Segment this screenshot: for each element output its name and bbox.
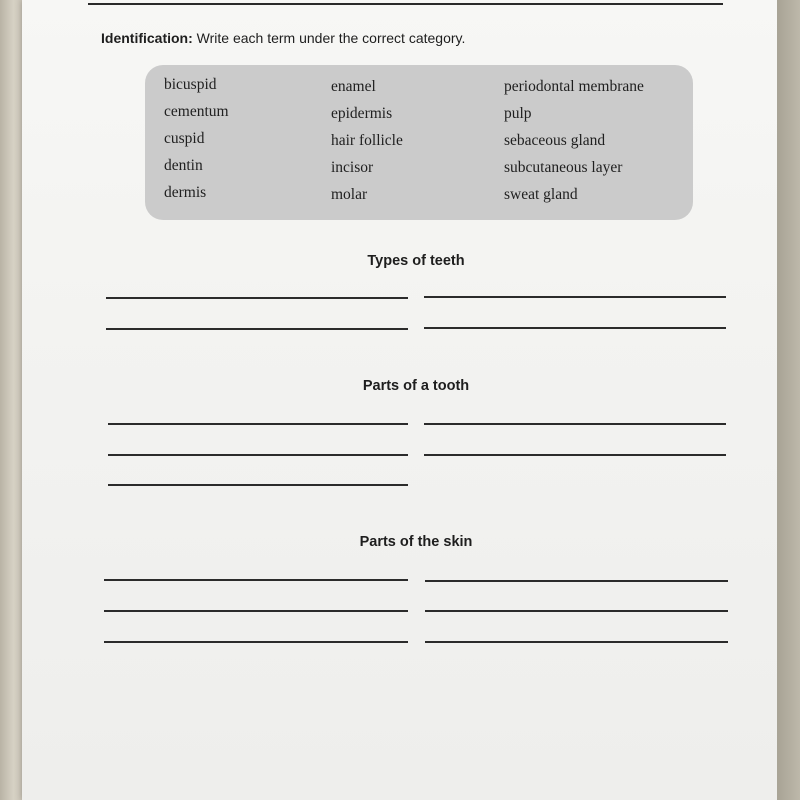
word-bank-term: cementum [164, 103, 229, 120]
instruction [101, 30, 465, 46]
section-title-parts-of-the-skin: Parts of the skin [359, 534, 473, 550]
answer-blank[interactable] [108, 454, 408, 456]
word-bank-term: enamel [331, 78, 376, 95]
section-title-types-of-teeth: Types of teeth [367, 253, 465, 269]
answer-blank[interactable] [108, 423, 408, 425]
word-bank-term: sweat gland [504, 186, 578, 203]
word-bank-term: epidermis [331, 105, 393, 122]
word-bank-term: hair follicle [331, 132, 403, 149]
answer-blank[interactable] [108, 484, 408, 486]
answer-blank[interactable] [106, 328, 408, 330]
word-bank-term: periodontal membrane [504, 78, 644, 95]
answer-blank[interactable] [424, 327, 726, 329]
word-bank-term: pulp [504, 105, 532, 122]
instruction-text: Write each term under the correct category. [196, 30, 466, 46]
word-bank-term: molar [331, 186, 368, 203]
instruction-label: Identification: [101, 30, 193, 46]
word-bank-term: cuspid [164, 130, 205, 147]
word-bank [145, 65, 693, 220]
word-bank-term: dentin [164, 157, 203, 174]
word-bank-term: subcutaneous layer [504, 159, 623, 176]
answer-blank[interactable] [424, 454, 726, 456]
answer-blank[interactable] [104, 641, 408, 643]
top-rule [88, 3, 723, 5]
answer-blank[interactable] [104, 579, 408, 581]
section-title-parts-of-a-tooth: Parts of a tooth [362, 378, 470, 394]
page-margin-left [0, 0, 22, 800]
answer-blank[interactable] [424, 423, 726, 425]
word-bank-term: incisor [331, 159, 374, 176]
answer-blank[interactable] [425, 610, 728, 612]
word-bank-term: sebaceous gland [504, 132, 606, 149]
answer-blank[interactable] [106, 297, 408, 299]
word-bank-term: bicuspid [164, 76, 217, 93]
answer-blank[interactable] [104, 610, 408, 612]
word-bank-term: dermis [164, 184, 207, 201]
answer-blank[interactable] [425, 641, 728, 643]
page-margin-right [777, 0, 800, 800]
answer-blank[interactable] [424, 296, 726, 298]
answer-blank[interactable] [425, 580, 728, 582]
